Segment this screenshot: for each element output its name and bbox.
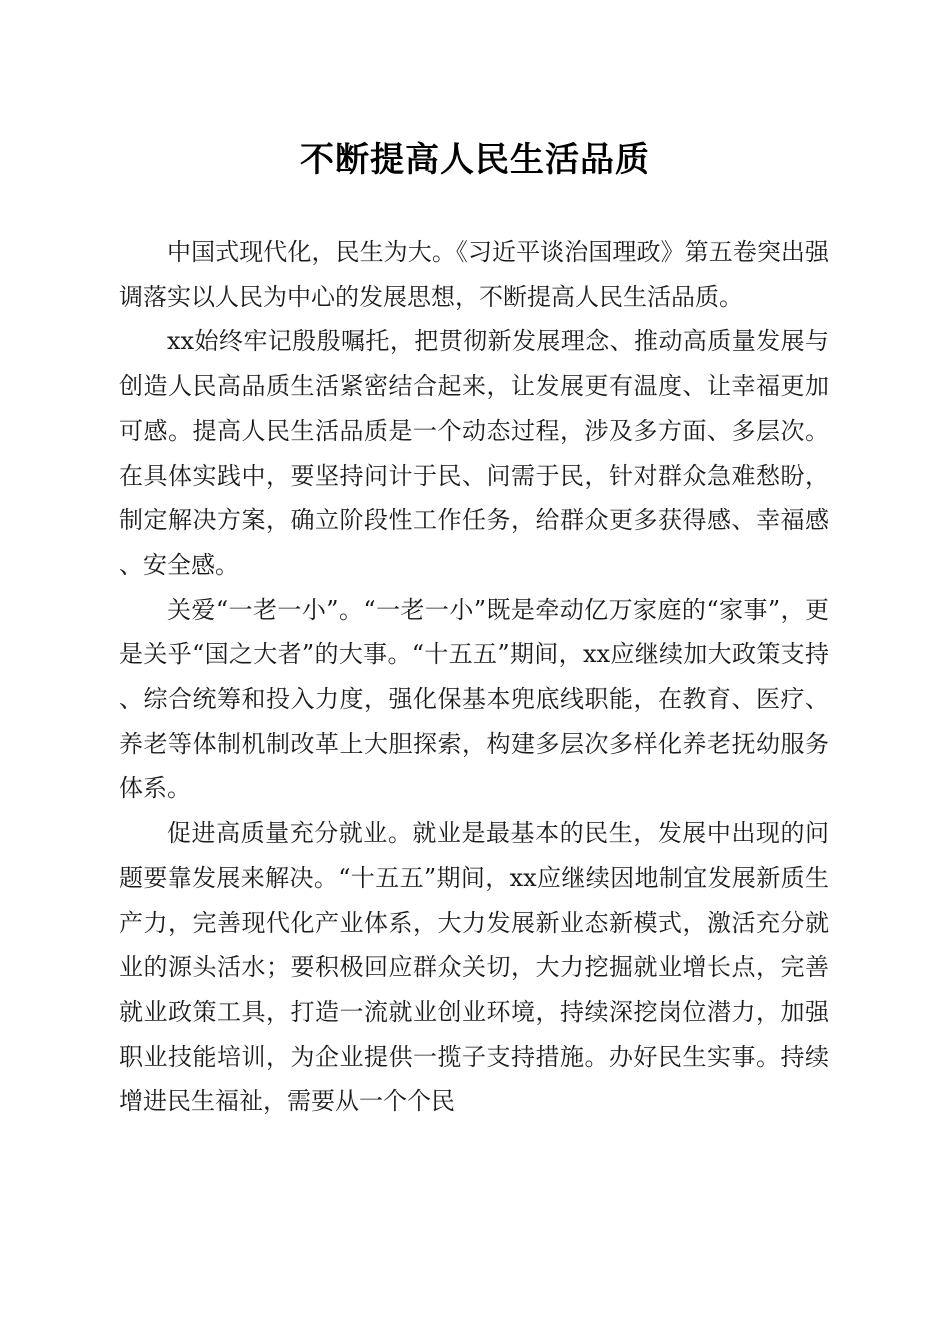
paragraph-intro: 中国式现代化，民生为大。《习近平谈治国理政》第五卷突出强调落实以人民为中心的发展思想，不断提高人民生活品质。: [119, 238, 829, 311]
document-body: [119, 230, 829, 1124]
paragraph-overview: xx始终牢记殷殷嘱托，把贯彻新发展理念、推动高质量发展与创造人民高品质生活紧密结合起来，让发展更有温度、让幸福更加可感。提高人民生活品质是一个动态过程，涉及多方面、多层次。在具体实践中，要坚持问计于民、问需于民，针对群众急难愁盼，制定解决方案，确立阶段性工作任务，给群众更多获得感、幸福感、安全感。: [119, 327, 829, 579]
paragraph-employment: 促进高质量充分就业。就业是最基本的民生，发展中出现的问题要靠发展来解决。“十五五”期间，xx应继续因地制宜发展新质生产力，完善现代化产业体系，大力发展新业态新模式，激活充分就业的源头活水；要积极回应群众关切，大力挖掘就业增长点，完善就业政策工具，打造一流就业创业环境，持续深挖岗位潜力，加强职业技能培训，为企业提供一揽子支持措施。办好民生实事。持续增进民生福祉，需要从一个个民: [119, 819, 829, 1116]
document-title: 不断提高人民生活品质: [300, 140, 650, 180]
paragraph-elderly-children: 关爱“一老一小”。“一老一小”既是牵动亿万家庭的“家事”，更是关乎“国之大者”的大事。“十五五”期间，xx应继续加大政策支持、综合统筹和投入力度，强化保基本兜底线职能，在教育、医疗、养老等体制机制改革上大胆探索，构建多层次多样化养老抚幼服务体系。: [119, 595, 829, 803]
